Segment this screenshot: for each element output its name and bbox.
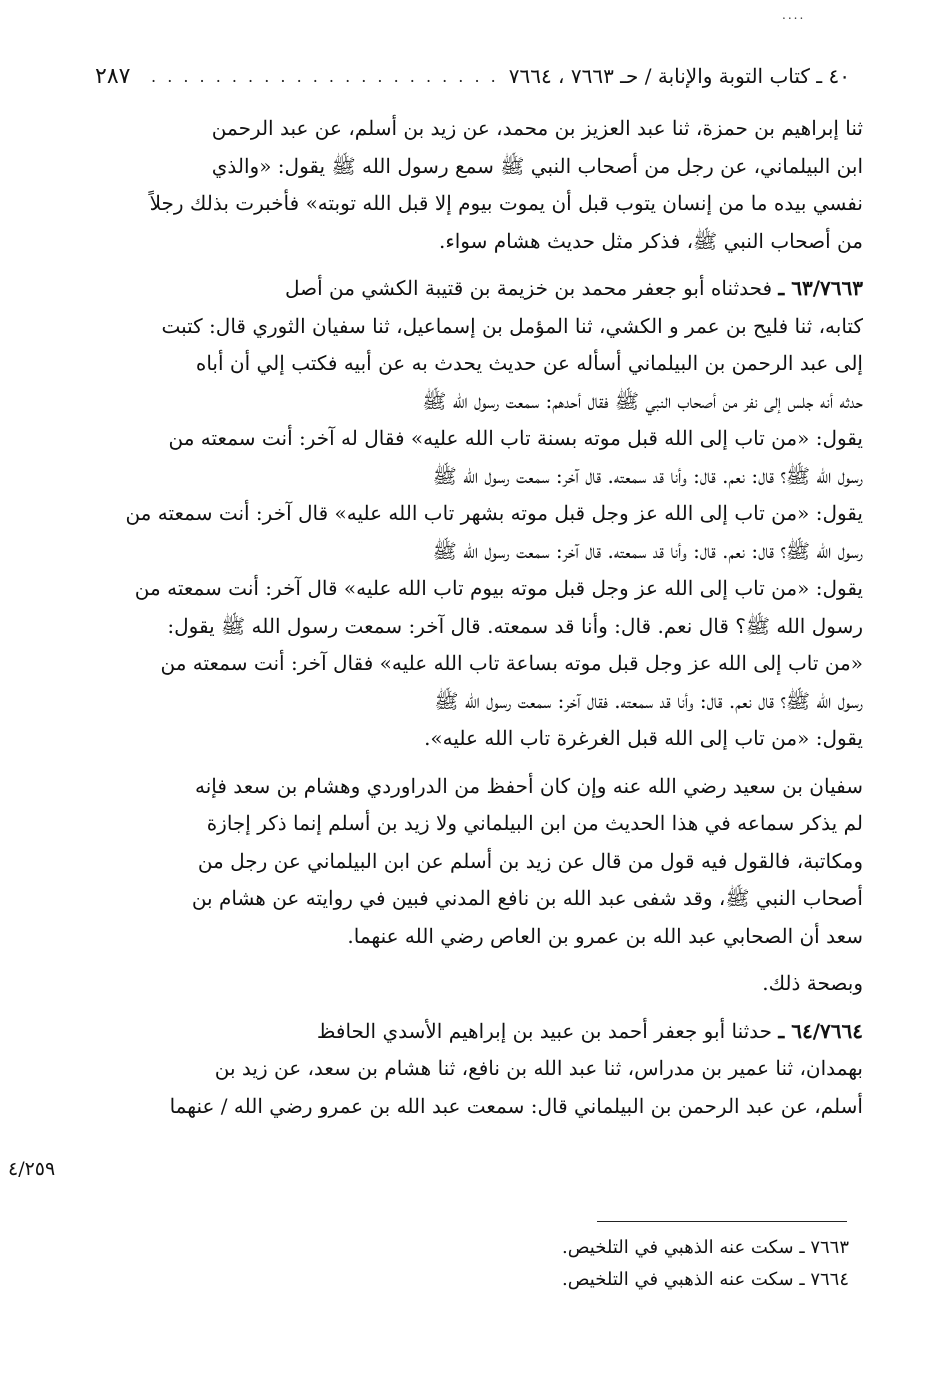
text-line: سعد أن الصحابي عبد الله بن عمرو بن العاص رضي الله عنهما. bbox=[347, 923, 863, 948]
text-line: من أصحاب النبي ﷺ، فذكر مثل حديث هشام سواء. bbox=[438, 228, 863, 253]
text-line: ابن البيلماني، عن رجل من أصحاب النبي ﷺ سمع رسول الله ﷺ يقول: «والذي bbox=[211, 153, 863, 178]
text-line: أصحاب النبي ﷺ، وقد شفى عبد الله بن نافع المدني فبين في روايته عن هشام بن bbox=[191, 886, 863, 910]
text-line: رسول الله ﷺ؟ قال: نعم. قال: وأنا قد سمعته. قال آخر: سمعت رسول الله ﷺ bbox=[432, 463, 863, 488]
short-paragraph bbox=[93, 965, 863, 1003]
text-line: نفسي بيده ما من إنسان يتوب قبل أن يموت بيوم إلا قبل الله توبته» فأخبرت بذلك رجلاً bbox=[149, 191, 863, 215]
text-line: يقول: «من تاب إلى الله قبل الغرغرة تاب الله عليه». bbox=[424, 726, 863, 750]
entry-number: ٦٣/٧٦٦٣ ـ bbox=[778, 276, 863, 300]
running-title: ٤٠ ـ كتاب التوبة والإنابة / حـ ٧٦٦٣ ، ٧٦٦٤ bbox=[508, 64, 850, 88]
main-text bbox=[93, 110, 863, 1125]
text-line: سفيان بن سعيد رضي الله عنه وإن كان أحفظ من الدراوردي وهشام بن سعد فإنه bbox=[195, 773, 863, 798]
text-line: أسلم، عن عبد الرحمن بن البيلماني قال: سمعت عبد الله بن عمرو رضي الله / عنهما bbox=[169, 1093, 863, 1118]
hadith-entry-7663 bbox=[93, 270, 863, 758]
footnote-item: ٧٦٦٤ ـ سكت عنه الذهبي في التلخيص. bbox=[562, 1269, 849, 1290]
text-line bbox=[93, 1013, 863, 1051]
page-number: ٢٨٧ bbox=[95, 63, 131, 89]
footnotes bbox=[300, 1232, 849, 1296]
text-segment: فحدثناه أبو جعفر محمد بن خزيمة بن قتيبة الكشي من أصل bbox=[284, 276, 779, 300]
text-line: إلى عبد الرحمن بن البيلماني أسأله عن حديث يحدث به عن أبيه فكتب إلي أن أباه bbox=[195, 351, 863, 375]
text-line: يقول: «من تاب إلى الله عز وجل قبل موته بشهر تاب الله عليه» قال آخر: أنت سمعته من bbox=[125, 501, 863, 525]
text-line: حدثه أنه جلس إلى نفر من أصحاب النبي ﷺ فقال أحدهم: سمعت رسول الله ﷺ bbox=[422, 388, 863, 413]
text-line: ثنا إبراهيم بن حمزة، ثنا عبد العزيز بن محمد، عن زيد بن أسلم، عن عبد الرحمن bbox=[211, 116, 863, 140]
hadith-entry-7664 bbox=[93, 1013, 863, 1126]
text-line: كتابه، ثنا فليح بن عمر و الكشي، ثنا المؤمل بن إسماعيل، ثنا سفيان الثوري قال: كتبت bbox=[161, 313, 863, 338]
footnote-item: ٧٦٦٣ ـ سكت عنه الذهبي في التلخيص. bbox=[562, 1237, 849, 1258]
footnote-divider bbox=[597, 1221, 847, 1222]
text-line: رسول الله ﷺ؟ قال نعم. قال: وأنا قد سمعته. قال آخر: سمعت رسول الله ﷺ يقول: bbox=[167, 613, 863, 638]
corner-mark: .... bbox=[782, 8, 806, 22]
text-line: رسول الله ﷺ؟ قال نعم. قال: وأنا قد سمعته. فقال آخر: سمعت رسول الله ﷺ bbox=[434, 688, 863, 713]
text-line: يقول: «من تاب إلى الله قبل موته بسنة تاب الله عليه» فقال له آخر: أنت سمعته من bbox=[168, 426, 863, 450]
page-header bbox=[95, 56, 850, 96]
text-line: رسول الله ﷺ؟ قال: نعم. قال: وأنا قد سمعته. قال آخر: سمعت رسول الله ﷺ bbox=[432, 538, 863, 563]
text-line: «من تاب إلى الله عز وجل قبل موته بساعة تاب الله عليه» فقال آخر: أنت سمعته من bbox=[160, 651, 863, 675]
text-line: وبصحة ذلك. bbox=[762, 971, 863, 995]
text-line bbox=[93, 270, 863, 308]
text-line: يقول: «من تاب إلى الله عز وجل قبل موته بيوم تاب الله عليه» قال آخر: أنت سمعته من bbox=[134, 576, 863, 600]
text-segment: حدثنا أبو جعفر أحمد بن عبيد بن إبراهيم الأسدي الحافظ bbox=[316, 1018, 779, 1043]
margin-volume-page-reference: ٤/٢٥٩ bbox=[8, 1158, 56, 1180]
text-line: لم يذكر سماعه في هذا الحديث من ابن البيلماني ولا زيد بن أسلم إنما ذكر إجازة bbox=[206, 811, 863, 835]
text-line: بهمدان، ثنا عمير بن مدراس، ثنا عبد الله بن نافع، ثنا هشام بن سعد، عن زيد بن bbox=[214, 1056, 863, 1080]
leader-dots bbox=[140, 67, 498, 86]
entry-number: ٦٤/٧٦٦٤ ـ bbox=[778, 1018, 863, 1043]
text-line: ومكاتبة، فالقول فيه قول من قال عن زيد بن أسلم عن ابن البيلماني عن رجل من bbox=[197, 848, 863, 873]
paragraph-continuation bbox=[93, 110, 863, 260]
commentary-paragraph bbox=[93, 768, 863, 956]
